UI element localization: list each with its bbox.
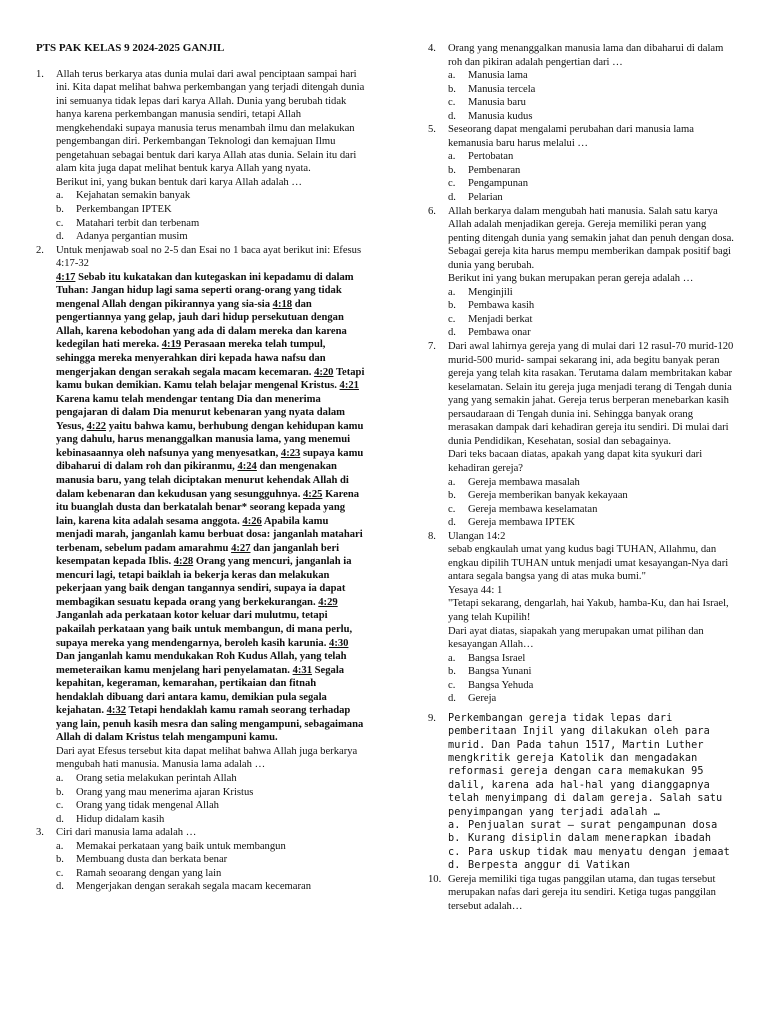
question-1 (36, 68, 366, 244)
option-d[interactable]: d. Pelarian (448, 192, 503, 204)
verse-text: Tetapi hendaklah kamu ramah seorang terhadap yang lain, penuh kasih mesra dan saling mengampuni, sebagaimana Allah di dalam Kristus telah mengampuni kamu. (56, 705, 364, 744)
verse-text: supaya kamu dibaharui di dalam roh dan pikiranmu, (56, 447, 364, 473)
question-text: Orang yang menanggalkan manusia lama dan dibaharui di dalam roh dan pikiran adalah pengertian dari … (448, 43, 724, 68)
option-c[interactable]: c. Menjadi berkat (448, 313, 533, 325)
verse-number: 4:23 (280, 447, 301, 459)
verse-text: Orang yang mencuri, janganlah ia mencuri lagi, tetapi baiklah ia bekerja keras dan melakukan pekerjaan yang baik dengan tangannya sendiri, supaya ia dapat membagikan sesuatu kepada orang yang berkekurangan. (56, 556, 352, 608)
verse-text: dan mengenakan manusia baru, yang telah diciptakan menurut kehendak Allah di dalam kebenaran dan kekudusan yang sesungguhnya. (56, 461, 349, 500)
question-6 (428, 205, 738, 340)
question-prompt: Dari ayat Efesus tersebut kita dapat melihat bahwa Allah juga berkarya mengubah hati manusia. Manusia lama adalah … (56, 745, 358, 771)
question-prompt: Berikut ini, yang bukan bentuk dari karya Allah adalah … (56, 176, 302, 188)
verse-text: yaitu bahwa kamu, berhubung dengan kehidupan kamu yang dahulu, harus menanggalkan manusia lama, yang menemui kebinasaannya oleh nafsunya yang menyesatkan, (56, 420, 364, 459)
scripture-quote: "Tetapi sekarang, dengarlah, hai Yakub, hamba-Ku, dan hai Israel, yang telah Kupilih! (448, 598, 729, 623)
option-b[interactable]: b. Membuang dusta dan berkata benar (56, 854, 228, 866)
verse-text: Perasaan mereka telah tumpul, sehingga mereka menyerahkan diri kepada hawa nafsu dan mengerjakan dengan serakah segala macam kecemaran. (56, 339, 326, 378)
option-a[interactable]: a. Penjualan surat – surat pengampunan dosa (448, 820, 718, 832)
question-4 (428, 42, 738, 123)
scripture-reference: Yesaya 44: 1 (448, 584, 503, 596)
verse-number: 4:17 (56, 271, 76, 283)
question-number: 2. (36, 244, 44, 256)
question-7 (428, 340, 738, 530)
question-number: 6. (428, 205, 436, 217)
option-c[interactable]: c. Orang yang tidak mengenal Allah (56, 800, 219, 812)
question-prompt: Berikut ini yang bukan merupakan peran gereja adalah … (448, 273, 694, 285)
question-number: 5. (428, 124, 436, 136)
question-3 (36, 826, 366, 894)
verse-number: 4:28 (173, 556, 194, 568)
option-c[interactable]: c. Gereja membawa keselamatan (448, 503, 598, 515)
option-b[interactable]: b. Bangsa Yunani (448, 666, 532, 678)
question-number: 7. (428, 341, 436, 353)
verse-number: 4:21 (339, 380, 359, 392)
option-d[interactable]: d. Adanya pergantian musim (56, 231, 188, 243)
question-5 (428, 123, 738, 204)
question-text: Seseorang dapat mengalami perubahan dari manusia lama kemanusia baru harus melalui … (448, 124, 694, 149)
question-text: Allah berkarya dalam mengubah hati manusia. Salah satu karya Allah adalah menjadikan gereja. Gereja memiliki peran yang penting ditengah dunia yang semakin jahat dan penuh dengan dosa. Sebagai gereja kita harus mempu memberikan dampak positif bagi dunia yang berubah. (448, 205, 734, 271)
verse-number: 4:25 (303, 488, 323, 500)
scripture-passage (56, 271, 366, 745)
option-list (448, 69, 738, 123)
option-b[interactable]: b. Gereja memberikan banyak kekayaan (448, 490, 628, 502)
question-prompt: Dari teks bacaan diatas, apakah yang dapat kita syukuri dari kehadiran gereja? (448, 449, 703, 474)
option-d[interactable]: d. Hidup didalam kasih (56, 813, 165, 825)
option-a[interactable]: a. Menginjili (448, 286, 513, 298)
question-number: 4. (428, 43, 436, 54)
option-b[interactable]: b. Pembawa kasih (448, 300, 535, 312)
verse-number: 4:31 (292, 664, 312, 676)
option-c[interactable]: c. Para uskup tidak mau menyatu dengan jemaat (448, 846, 730, 858)
option-d[interactable]: d. Manusia kudus (448, 110, 533, 122)
option-c[interactable]: c. Bangsa Yehuda (448, 679, 534, 691)
option-d[interactable]: d. Berpesta anggur di Vatikan (448, 860, 631, 872)
verse-number: 4:29 (318, 596, 338, 608)
verse-number: 4:24 (237, 461, 257, 473)
question-number: 8. (428, 530, 436, 542)
option-d[interactable]: d. Gereja (448, 693, 497, 705)
option-b[interactable]: b. Manusia tercela (448, 83, 536, 95)
option-b[interactable]: b. Kurang disiplin dalam menerapkan ibadah (448, 833, 712, 845)
option-d[interactable]: d. Pembawa onar (448, 327, 531, 339)
option-list (56, 772, 366, 826)
verse-text: Janganlah ada perkataan kotor keluar dari mulutmu, tetapi pakailah perkataan yang baik untuk membangun, di mana perlu, supaya mereka yang mendengarnya, beroleh kasih karunia. (56, 610, 353, 649)
question-number: 3. (36, 827, 44, 839)
verse-text: Segala kepahitan, kegeraman, kemarahan, pertikaian dan fitnah hendaklah dibuang dari antara kamu, demikian pula segala kejahatan. (56, 664, 345, 717)
question-9 (428, 712, 738, 873)
verse-number: 4:18 (272, 298, 293, 310)
option-a[interactable]: a. Manusia lama (448, 70, 528, 82)
option-a[interactable]: a. Gereja membawa masalah (448, 476, 580, 488)
verse-text: Tetapi kamu bukan demikian. Kamu telah belajar mengenal Kristus. (56, 366, 365, 392)
option-list (56, 840, 366, 894)
verse-text: Dan janganlah kamu mendukakan Roh Kudus Allah, yang telah memeteraikan kamu menjelang hari penyelamatan. (56, 651, 347, 676)
exam-title: PTS PAK KELAS 9 2024-2025 GANJIL (36, 42, 225, 54)
scripture-quote: sebab engkaulah umat yang kudus bagi TUHAN, Allahmu, dan engkau dipilih TUHAN untuk menjadi umat kesayangan-Nya dari antara segala bangsa yang di atas muka bumi." (448, 544, 729, 583)
option-list (448, 819, 738, 873)
question-text: Allah terus berkarya atas dunia mulai dari awal penciptaan sampai hari ini. Kita dapat melihat bahwa perkembangan yang terjadi ditengah dunia ini semuanya tidak lepas dari karya Allah. Dunia yang berubah tidak hanya karena perkembangan manusia sendiri, tetapi Allah mengkehendaki supaya manusia terus menambah ilmu dan melakukan pengembangan diri. Perkembangan Teknologi dan kemajuan Ilmu pengetahuan sebagai bentuk dari karya Allah atas dunia. Selain itu dari alam kita juga dapat melihat bentuk karya Allah yang nyata. (56, 68, 365, 175)
question-10 (428, 873, 738, 914)
question-8 (428, 530, 738, 706)
verse-number: 4:22 (86, 420, 107, 432)
question-text: Dari awal lahirnya gereja yang di mulai dari 12 rasul-70 murid-120 murid-500 murid- sampai sekarang ini, ada begitu banyak peran gereja yang telah kita rasakan. Terutama dalam membritakan kabar keselamatan. Selain itu gereja juga menjadi terang di Tengah dunia yang yang semakin jahat. Gereja terus berperan menebarkan kasih persaudaraan di Tengah dunia ini. Sehingga banyak orang merasakan dampak dari kehadiran gereja itu sendiri. Di mulai dari dunia Pendidikan, Kesehatan, sosial dan sebagainya. (448, 341, 734, 447)
option-a[interactable]: a. Memakai perkataan yang baik untuk membangun (56, 840, 286, 852)
option-a[interactable]: a. Pertobatan (448, 151, 514, 163)
verse-text: dan pengertiannya yang gelap, jauh dari hidup persekutuan dengan Allah, karena kebodohan yang ada di dalam mereka dan karena kedegilan hati mereka. (56, 298, 347, 351)
question-number: 10. (428, 873, 442, 885)
question-text: Perkembangan gereja tidak lepas dari pemberitaan Injil yang dilakukan oleh para murid. Dan Pada tahun 1517, Martin Luther mengkritik gereja Katolik dan mengadakan reformasi gereja dengan cara memakukan 95 dalil, karena ada hal-hal yang dianggapnya telah menyimpang di dalam gereja. Salah satu penyimpangan yang terjadi adalah … (448, 712, 723, 818)
option-a[interactable]: a. Orang setia melakukan perintah Allah (56, 772, 237, 784)
option-a[interactable]: a. Bangsa Israel (448, 652, 526, 664)
verse-text: Karena kamu telah mendengar tentang Dia dan menerima pengajaran di dalam Dia menurut kebenaran yang nyata dalam Yesus, (56, 393, 346, 432)
option-d[interactable]: d. Mengerjakan dengan serakah segala macam kecemaran (56, 881, 311, 893)
option-list (448, 150, 738, 204)
option-c[interactable]: c. Manusia baru (448, 97, 526, 109)
option-b[interactable]: b. Perkembangan IPTEK (56, 204, 172, 216)
verse-number: 4:32 (106, 705, 127, 717)
verse-number: 4:30 (329, 637, 349, 649)
option-list (448, 476, 738, 530)
option-b[interactable]: b. Orang yang mau menerima ajaran Kristus (56, 786, 254, 798)
question-2 (36, 244, 366, 827)
question-text: Ciri dari manusia lama adalah … (56, 827, 197, 839)
question-text: Gereja memiliki tiga tugas panggilan utama, dan tugas tersebut merupakan nafas dari gereja itu sendiri. Ketiga tugas panggilan tersebut adalah… (448, 873, 716, 912)
option-d[interactable]: d. Gereja membawa IPTEK (448, 517, 576, 529)
option-list (448, 286, 738, 340)
option-c[interactable]: c. Pengampunan (448, 178, 529, 190)
verse-number: 4:26 (242, 515, 262, 527)
scripture-reference: Ulangan 14:2 (448, 530, 506, 542)
question-number: 1. (36, 68, 44, 80)
option-c[interactable]: c. Ramah seoarang dengan yang lain (56, 867, 222, 879)
option-c[interactable]: c. Matahari terbit dan terbenam (56, 217, 200, 229)
right-column (428, 42, 738, 913)
question-number: 9. (428, 712, 436, 724)
verse-text: Sebab itu kukatakan dan kutegaskan ini kepadamu di dalam Tuhan: Jangan hidup lagi sama seperti orang-orang yang tidak mengenal Allah dengan pikirannya yang sia-sia (56, 271, 354, 310)
option-list (448, 652, 738, 706)
verse-text: Karena itu buanglah dusta dan berkatalah benar* seorang kepada yang lain, karena kita adalah sesama anggota. (56, 488, 360, 527)
option-b[interactable]: b. Pembenaran (448, 164, 521, 176)
verse-text: Apabila kamu menjadi marah, janganlah kamu berbuat dosa: janganlah matahari terbenam, sebelum padam amarahmu (56, 515, 363, 554)
verse-number: 4:19 (161, 339, 182, 351)
reading-intro: Untuk menjawab soal no 2-5 dan Esai no 1 baca ayat berikut ini: Efesus 4:17-32 (56, 244, 362, 270)
option-list (56, 189, 366, 243)
question-prompt: Dari ayat diatas, siapakah yang merupakan umat pilihan dan kesayangan Allah… (448, 625, 704, 651)
verse-number: 4:20 (314, 366, 334, 378)
verse-text: dan janganlah beri kesempatan kepada Iblis. (56, 542, 340, 568)
option-a[interactable]: a. Kejahatan semakin banyak (56, 190, 191, 202)
left-column (36, 42, 366, 894)
verse-number: 4:27 (231, 542, 251, 554)
